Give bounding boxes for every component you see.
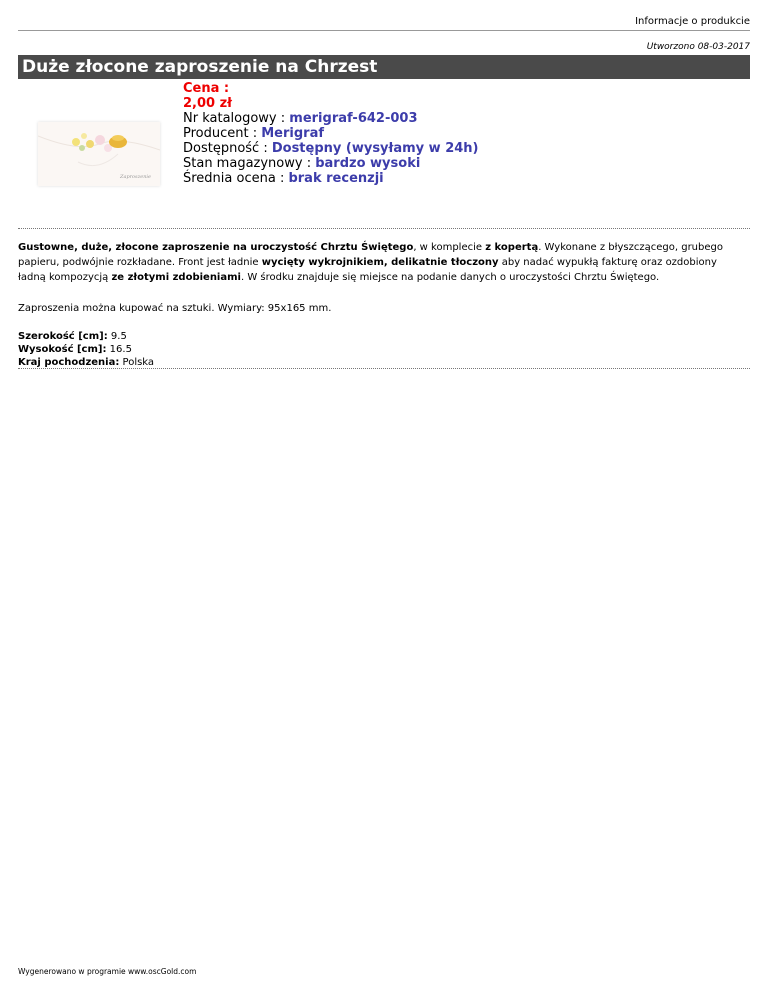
footer: Wygenerowano w programie www.oscGold.com (18, 967, 197, 976)
section-title: Informacje o produkcie (635, 16, 750, 27)
detail-label: Producent : (183, 126, 262, 141)
description-bold-text: wycięty wykrojnikiem, delikatnie tłoczony (261, 257, 499, 268)
detail-label: Średnia ocena : (183, 171, 289, 186)
detail-row (183, 156, 479, 171)
detail-value: Merigraf (261, 126, 325, 141)
attribute-row (18, 330, 154, 343)
divider-bottom (18, 368, 750, 369)
detail-value: Dostępny (wysyłamy w 24h) (271, 141, 479, 156)
detail-row (183, 141, 479, 156)
detail-row (183, 126, 479, 141)
product-title: Duże złocone zaproszenie na Chrzest (18, 55, 750, 79)
description-text: . Wykonane z błyszczącego, grubego papieru, podwójnie rozkładane. Front jest ładnie (18, 242, 723, 268)
detail-value: brak recenzji (288, 171, 384, 186)
attributes (18, 330, 154, 369)
description-bold-text: ze złotymi zdobieniami (111, 272, 241, 283)
product-image (38, 122, 160, 186)
description-text: , w komplecie (413, 242, 486, 253)
attribute-row (18, 343, 154, 356)
image-caption: Zaproszenie (120, 174, 151, 180)
description-bold-text: z kopertą (485, 242, 539, 253)
description-paragraph-2: Zaproszenia można kupować na sztuki. Wymiary: 95x165 mm. (18, 303, 332, 314)
header-bar (18, 10, 750, 31)
price-label: Cena : (183, 81, 230, 96)
description-paragraph-1 (18, 240, 728, 285)
detail-label: Dostępność : (183, 141, 272, 156)
detail-row (183, 111, 479, 126)
divider-top (18, 228, 750, 229)
description-text: aby nadać wypukłą fakturę oraz ozdobiony ładną kompozycją (18, 257, 717, 283)
attribute-label: Wysokość [cm]: (18, 344, 107, 355)
description-bold-text: Gustowne, duże, złocone zaproszenie na uroczystość Chrztu Świętego (18, 242, 414, 253)
attribute-value: 16.5 (106, 344, 132, 355)
detail-label: Nr katalogowy : (183, 111, 290, 126)
attribute-label: Szerokość [cm]: (18, 331, 108, 342)
detail-row (183, 171, 479, 186)
price-value: 2,00 zł (183, 96, 232, 111)
detail-value: merigraf-642-003 (289, 111, 418, 126)
attribute-value: Polska (119, 357, 155, 368)
description-text: . W środku znajduje się miejsce na podanie danych o uroczystości Chrztu Świętego. (240, 272, 660, 283)
created-date: Utworzono 08-03-2017 (646, 42, 750, 52)
detail-label: Stan magazynowy : (183, 156, 316, 171)
attribute-label: Kraj pochodzenia: (18, 357, 120, 368)
attribute-value: 9.5 (107, 331, 127, 342)
product-details (183, 81, 479, 186)
detail-value: bardzo wysoki (315, 156, 421, 171)
description (18, 240, 728, 332)
